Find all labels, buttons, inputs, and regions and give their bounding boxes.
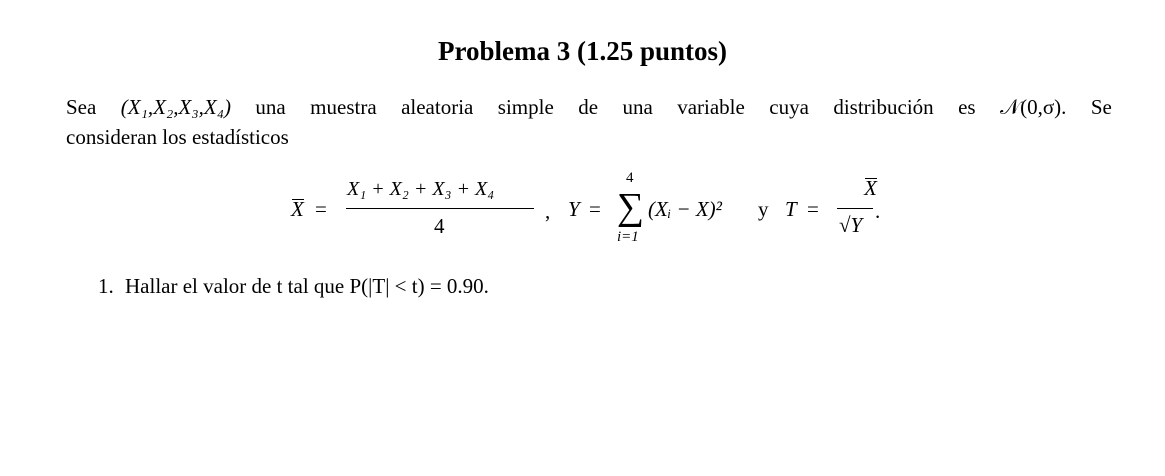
comma: , (545, 199, 551, 223)
problem-title: Problema 3 (1.25 puntos) (437, 36, 727, 66)
word: distribución (833, 95, 934, 119)
item-number: 1. (98, 274, 114, 298)
word: de (578, 95, 599, 119)
statement-line-2: consideran los estadísticos (66, 125, 289, 149)
word: es (958, 95, 976, 119)
equals-sign: = (589, 197, 601, 221)
y-symbol: Y (568, 197, 580, 221)
word: Sea (66, 95, 97, 119)
xbar-symbol: X (291, 197, 304, 221)
sum-upper-limit: 4 (626, 170, 634, 186)
statistics-formula (291, 170, 881, 256)
word: muestra (310, 95, 377, 119)
summation-sign: ∑ (617, 186, 645, 228)
equals-sign: = (315, 197, 327, 221)
sample-tuple: (X₁,X₂,X₃,X₄) (120, 95, 231, 119)
word: aleatoria (401, 95, 474, 119)
item-text: Hallar el valor de t tal que P(|T| < t) = 0.90. (125, 274, 489, 298)
word: variable (677, 95, 745, 119)
mean-numerator: X₁ + X₂ + X₃ + X₄ (347, 178, 495, 200)
conjunction: y (758, 197, 769, 221)
period: . (875, 199, 881, 223)
t-denominator: √Y (839, 213, 863, 237)
word: Se (1090, 95, 1112, 119)
sum-lower-limit: i=1 (617, 229, 639, 245)
t-numerator-xbar: X (864, 176, 877, 200)
word: simple (497, 95, 554, 119)
sum-body: (Xᵢ − X)² (648, 197, 722, 221)
equals-sign: = (807, 197, 819, 221)
t-symbol: T (785, 197, 797, 221)
problem-statement (66, 92, 1112, 152)
normal-distribution: 𝒩(0,σ). (1000, 95, 1067, 119)
fraction-bar (346, 208, 534, 209)
fraction-bar (837, 208, 873, 209)
word: una (255, 95, 286, 119)
word: una (622, 95, 653, 119)
mean-denominator: 4 (434, 214, 445, 238)
statement-line-1 (66, 92, 1112, 122)
list-item (98, 274, 489, 299)
word: cuya (769, 95, 809, 119)
